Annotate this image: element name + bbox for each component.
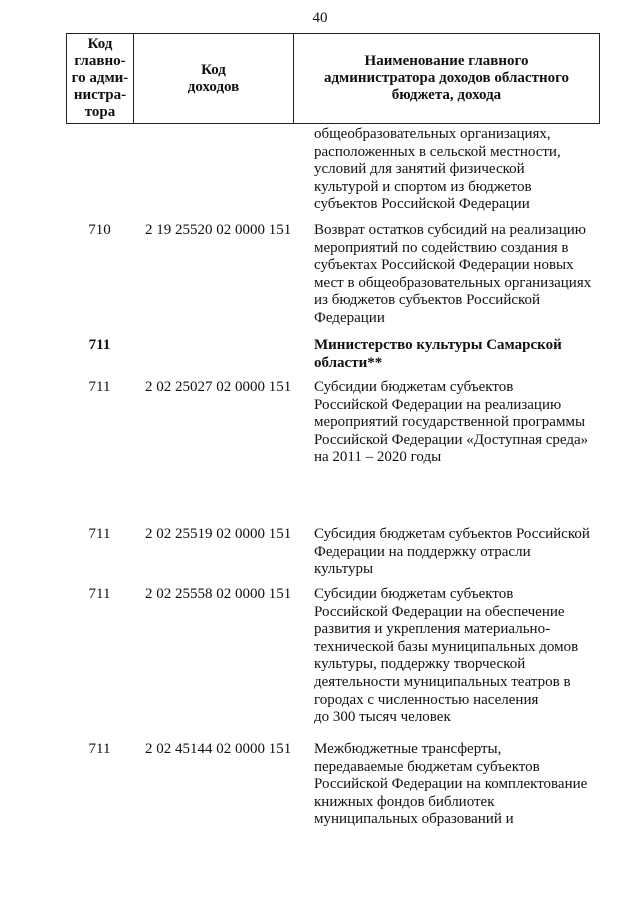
continuation-line: расположенных в сельской местности, bbox=[314, 143, 561, 160]
admin-code: 711 bbox=[88, 526, 111, 542]
header-income-code: Код доходов bbox=[134, 34, 294, 123]
admin-code: 710 bbox=[88, 222, 111, 238]
name-line: Российской Федерации на комплектование bbox=[314, 776, 588, 793]
name-line: Возврат остатков субсидий на реализацию bbox=[314, 222, 586, 238]
admin-code: 711 bbox=[88, 741, 111, 757]
page-number: 40 bbox=[312, 10, 328, 26]
name-line: мероприятий по содействию создания в bbox=[314, 239, 569, 256]
name-line: до 300 тысяч человек bbox=[314, 709, 451, 726]
income-code: 2 19 25520 02 0000 151 bbox=[145, 222, 292, 238]
name-line: Министерство культуры Самарской bbox=[314, 337, 562, 353]
name-line: на 2011 – 2020 годы bbox=[314, 449, 442, 466]
name-line: Субсидии бюджетам субъектов bbox=[314, 586, 514, 602]
name-line: культуры bbox=[314, 561, 374, 578]
continuation-text bbox=[314, 126, 604, 214]
name-line: книжных фондов библиотек bbox=[314, 793, 495, 810]
name-line: культуры, поддержку творческой bbox=[314, 656, 526, 673]
name-line: Межбюджетные трансферты, bbox=[314, 741, 502, 757]
name-line: деятельности муниципальных театров в bbox=[314, 673, 571, 690]
admin-code: 711 bbox=[88, 337, 111, 353]
row-name bbox=[314, 526, 606, 579]
admin-code: 711 bbox=[88, 379, 111, 395]
row-name bbox=[314, 222, 606, 328]
name-line: Российской Федерации на реализацию bbox=[314, 396, 562, 413]
name-line: Субсидия бюджетам субъектов Российской bbox=[314, 526, 590, 542]
name-line: муниципальных образований и bbox=[314, 811, 514, 828]
continuation-line: условий для занятий физической bbox=[314, 161, 525, 178]
row-name bbox=[314, 337, 606, 372]
admin-code: 711 bbox=[88, 586, 111, 602]
name-line: Федерации bbox=[314, 309, 385, 326]
header-admin-code: Код главно- го адми- нистра- тора bbox=[67, 34, 134, 123]
row-name bbox=[314, 586, 606, 727]
continuation-line: субъектов Российской Федерации bbox=[314, 196, 530, 213]
name-line: Российской Федерации «Доступная среда» bbox=[314, 431, 589, 448]
name-line: Российской Федерации на обеспечение bbox=[314, 603, 565, 620]
income-code: 2 02 25027 02 0000 151 bbox=[145, 379, 292, 395]
name-line: области** bbox=[314, 354, 383, 371]
name-line: Субсидии бюджетам субъектов bbox=[314, 379, 514, 395]
name-line: из бюджетов субъектов Российской bbox=[314, 292, 541, 309]
income-code: 2 02 25558 02 0000 151 bbox=[145, 586, 292, 602]
name-line: технической базы муниципальных домов bbox=[314, 638, 579, 655]
header-name: Наименование главного администратора доходов областного бюджета, дохода bbox=[323, 53, 570, 103]
row-name bbox=[314, 379, 606, 467]
name-line: развития и укрепления материально- bbox=[314, 621, 551, 638]
name-line: мероприятий государственной программы bbox=[314, 414, 586, 431]
name-line: городах с численностью населения bbox=[314, 691, 539, 708]
name-line: субъектах Российской Федерации новых bbox=[314, 257, 574, 274]
name-line: передаваемые бюджетам субъектов bbox=[314, 758, 540, 775]
continuation-line: общеобразовательных организациях, bbox=[314, 126, 551, 142]
continuation-line: культурой и спортом из бюджетов bbox=[314, 178, 532, 195]
name-line: мест в общеобразовательных организациях bbox=[314, 274, 592, 291]
income-code: 2 02 45144 02 0000 151 bbox=[145, 741, 292, 757]
name-line: Федерации на поддержку отрасли bbox=[314, 543, 531, 560]
row-name bbox=[314, 741, 606, 829]
income-code: 2 02 25519 02 0000 151 bbox=[145, 526, 292, 542]
table-header bbox=[66, 33, 600, 124]
